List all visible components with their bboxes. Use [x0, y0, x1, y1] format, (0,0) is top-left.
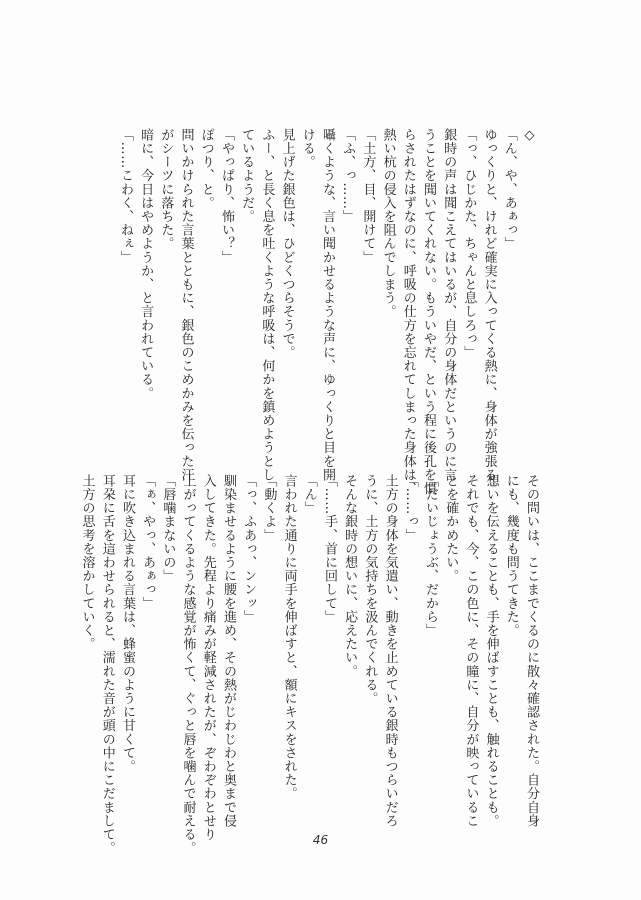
text-line: 銀時の声は聞こえてはいるが、自分の身体だというのに言: [441, 128, 457, 482]
text-line: うに、土方の気持ちを汲んでくれる。: [362, 474, 378, 706]
text-line: 馴染ませるように腰を進め、その熱がじわじわと奥まで侵: [220, 474, 236, 828]
text-line: 問いかけられた言葉とともに、銀色のこめかみを伝った汗: [178, 128, 194, 482]
text-line: 「っ、ひじかた、ちゃんと息しろっ」: [461, 128, 477, 360]
text-line: 「土方、目、開けて」: [360, 128, 376, 264]
text-line: 見上げた銀色は、ひどくつらそうで。: [279, 128, 295, 360]
text-line: 入してきた。先程より痛みが軽減されたが、ぞわぞわとせり: [200, 474, 216, 842]
page-number: 46: [312, 833, 329, 847]
text-line: 熱い杭の侵入を阻んでしまう。: [380, 128, 396, 319]
text-line: 「ぁ、やっ、あぁっ」: [140, 474, 156, 610]
text-line: 暗に、今日はやめようか、と言われている。: [138, 128, 154, 400]
text-line: 囁くような、言い聞かせるような声に、ゆっくりと目を開: [319, 128, 335, 482]
text-line: それでも、今、この色に、その瞳に、自分が映っているこ: [463, 474, 479, 828]
text-line: 「やっぱり、怖い？」: [218, 128, 234, 264]
upper-text-block: [109, 128, 539, 496]
text-line: にも、幾度も問うてきた。: [503, 474, 519, 638]
text-line: うことを聞いてくれない。もういやだ、という程に後孔を慣: [420, 128, 436, 496]
text-line: ふー、と長く息を吐くような呼吸は、何かを鎮めようとし: [259, 128, 275, 482]
text-line: ぽつり、と。: [198, 128, 214, 210]
text-line: 「だいじょうぶ、だから」: [422, 474, 438, 638]
text-line: その問いは、ここまでくるのに散々確認された。自分自身: [524, 474, 539, 828]
text-line: 「……っ」: [402, 474, 418, 542]
text-line: 想いを伝えることも、手を伸ばすことも、触れることも。: [483, 474, 499, 828]
text-line: 「唇噛まないの」: [160, 474, 176, 583]
text-line: ける。: [299, 128, 315, 169]
text-line: 耳に吹き込まれる言葉は、蜂蜜のように甘くて。: [119, 474, 135, 774]
text-line: 「っ、ふあっ、ンンッ」: [241, 474, 257, 624]
text-line: 「動くよ」: [261, 474, 277, 542]
text-line: 「ふ、っ……」: [340, 128, 356, 224]
text-line: らされたはずなのに、呼吸の仕方を忘れてしまった身体は、: [400, 128, 416, 496]
text-line: ているようだ。: [239, 128, 255, 224]
text-line: そんな銀時の想いに、応えたい。: [342, 474, 358, 678]
text-line: 「……こわく、ねぇ」: [117, 128, 133, 264]
text-line: 土方の身体を気遣い、動きを止めている銀時もつらいだろ: [382, 474, 398, 828]
text-line: 耳朶に舌を這わせられると、濡れた音が頭の中にこだまして。: [99, 474, 115, 855]
text-line: ゆっくりと、けれど確実に入ってくる熱に、身体が強張る。: [481, 128, 497, 496]
text-line: 「……手、首に回して」: [321, 474, 337, 624]
text-line: がシーツに落ちた。: [158, 128, 174, 251]
text-line: 「ん、や、あぁっ」: [501, 128, 517, 251]
text-line: とを確かめたい。: [443, 474, 459, 583]
section-mark: ◇: [522, 128, 537, 144]
text-line: 上がってくるような感覚が怖くて、ぐっと唇を噛んで耐える。: [180, 474, 196, 855]
text-line: 土方の思考を溶かしていく。: [79, 474, 95, 651]
text-line: 「ん」: [301, 474, 317, 515]
text-line: 言われた通りに両手を伸ばすと、額にキスをされた。: [281, 474, 297, 801]
